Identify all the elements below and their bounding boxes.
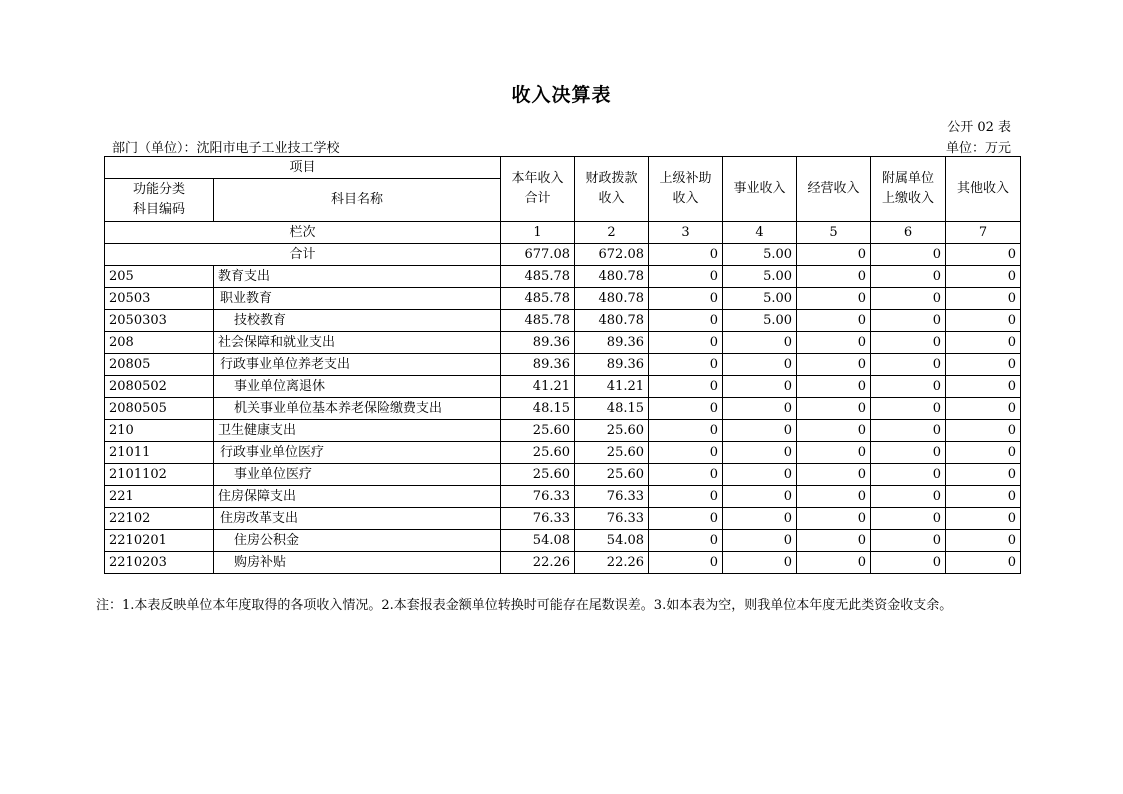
row-value: 0 (946, 552, 1021, 574)
row-value: 41.21 (575, 376, 649, 398)
row-value: 0 (871, 288, 946, 310)
row-value: 0 (723, 552, 797, 574)
row-value: 48.15 (501, 398, 575, 420)
row-value: 0 (723, 530, 797, 552)
row-value: 22.26 (575, 552, 649, 574)
table-row (105, 442, 1021, 464)
row-value: 0 (649, 266, 723, 288)
row-code: 21011 (105, 442, 214, 464)
row-value: 0 (797, 288, 871, 310)
header-col-2 (575, 157, 649, 222)
row-value: 0 (797, 486, 871, 508)
row-value: 0 (871, 398, 946, 420)
row-value: 0 (797, 530, 871, 552)
row-value: 485.78 (501, 310, 575, 332)
col-number: 4 (723, 222, 797, 244)
row-value: 0 (797, 464, 871, 486)
row-subject-name: 住房公积金 (214, 530, 501, 552)
row-value: 0 (797, 552, 871, 574)
row-value: 0 (649, 376, 723, 398)
total-value: 5.00 (723, 244, 797, 266)
row-value: 76.33 (575, 486, 649, 508)
total-value: 677.08 (501, 244, 575, 266)
total-label: 合计 (105, 244, 501, 266)
row-value: 89.36 (501, 332, 575, 354)
col-number: 1 (501, 222, 575, 244)
row-value: 0 (946, 354, 1021, 376)
row-value: 0 (649, 288, 723, 310)
header-item: 项目 (105, 157, 501, 179)
col-number: 3 (649, 222, 723, 244)
row-value: 76.33 (575, 508, 649, 530)
row-value: 25.60 (501, 420, 575, 442)
row-value: 0 (946, 508, 1021, 530)
row-value: 5.00 (723, 288, 797, 310)
row-value: 41.21 (501, 376, 575, 398)
row-value: 0 (649, 530, 723, 552)
row-subject-name: 行政事业单位养老支出 (214, 354, 501, 376)
row-value: 25.60 (575, 464, 649, 486)
row-value: 54.08 (575, 530, 649, 552)
row-value: 0 (946, 288, 1021, 310)
total-value: 0 (649, 244, 723, 266)
row-value: 0 (946, 464, 1021, 486)
table-row (105, 552, 1021, 574)
header-col-7 (946, 157, 1021, 222)
table-row (105, 354, 1021, 376)
row-code: 20503 (105, 288, 214, 310)
header-col-5 (797, 157, 871, 222)
row-code: 205 (105, 266, 214, 288)
row-value: 76.33 (501, 486, 575, 508)
row-value: 0 (871, 442, 946, 464)
header-col-3-line2: 收入 (672, 191, 699, 206)
header-func-code-line1: 功能分类 (132, 182, 185, 197)
header-col-1 (501, 157, 575, 222)
row-value: 0 (649, 354, 723, 376)
header-col-5-line1: 经营收入 (807, 181, 860, 196)
row-subject-name: 住房改革支出 (214, 508, 501, 530)
row-code: 2101102 (105, 464, 214, 486)
row-code: 20805 (105, 354, 214, 376)
table-row (105, 332, 1021, 354)
row-value: 0 (797, 266, 871, 288)
row-subject-name: 社会保障和就业支出 (214, 332, 501, 354)
row-code: 221 (105, 486, 214, 508)
header-col-7-line1: 其他收入 (957, 181, 1010, 196)
row-value: 0 (649, 552, 723, 574)
header-col-4 (723, 157, 797, 222)
table-row (105, 530, 1021, 552)
row-value: 0 (946, 420, 1021, 442)
total-value: 0 (946, 244, 1021, 266)
header-col-1-line2: 合计 (524, 191, 551, 206)
row-value: 0 (723, 376, 797, 398)
row-value: 0 (946, 398, 1021, 420)
row-value: 0 (797, 420, 871, 442)
row-value: 480.78 (575, 288, 649, 310)
row-value: 0 (871, 420, 946, 442)
header-func-code (105, 179, 214, 222)
row-value: 0 (797, 442, 871, 464)
row-code: 2080505 (105, 398, 214, 420)
department-label: 部门（单位）：沈阳市电子工业技工学校 (112, 141, 340, 156)
row-value: 0 (723, 486, 797, 508)
row-value: 0 (946, 266, 1021, 288)
row-subject-name: 卫生健康支出 (214, 420, 501, 442)
form-number: 公开 02 表 (947, 120, 1011, 135)
col-number: 6 (871, 222, 946, 244)
row-value: 0 (649, 486, 723, 508)
row-value: 25.60 (501, 442, 575, 464)
row-subject-name: 机关事业单位基本养老保险缴费支出 (214, 398, 501, 420)
row-value: 0 (946, 310, 1021, 332)
table-row (105, 508, 1021, 530)
row-subject-name: 技校教育 (214, 310, 501, 332)
row-value: 0 (946, 332, 1021, 354)
header-col-3 (649, 157, 723, 222)
row-value: 5.00 (723, 266, 797, 288)
total-value: 0 (797, 244, 871, 266)
row-value: 0 (723, 398, 797, 420)
table-row (105, 420, 1021, 442)
row-value: 89.36 (575, 332, 649, 354)
header-col-2-line1: 财政拨款 (585, 171, 638, 186)
header-col-6-line1: 附属单位 (882, 171, 935, 186)
row-value: 89.36 (575, 354, 649, 376)
row-value: 0 (946, 530, 1021, 552)
report-title: 收入决算表 (511, 84, 612, 106)
row-value: 0 (871, 486, 946, 508)
header-col-6-line2: 上缴收入 (882, 191, 935, 206)
table-row (105, 310, 1021, 332)
row-value: 480.78 (575, 266, 649, 288)
col-number: 2 (575, 222, 649, 244)
row-value: 89.36 (501, 354, 575, 376)
row-value: 0 (871, 464, 946, 486)
row-value: 0 (871, 354, 946, 376)
row-value: 0 (871, 332, 946, 354)
table-row (105, 398, 1021, 420)
row-subject-name: 教育支出 (214, 266, 501, 288)
total-value: 672.08 (575, 244, 649, 266)
row-value: 0 (649, 332, 723, 354)
total-row (105, 244, 1021, 266)
header-col-1-line1: 本年收入 (511, 171, 564, 186)
row-value: 0 (723, 420, 797, 442)
row-value: 485.78 (501, 266, 575, 288)
row-value: 0 (723, 442, 797, 464)
header-col-3-line1: 上级补助 (659, 171, 712, 186)
header-func-code-line2: 科目编码 (132, 202, 185, 217)
unit-label: 单位：万元 (945, 141, 1011, 156)
col-number: 7 (946, 222, 1021, 244)
row-subject-name: 行政事业单位医疗 (214, 442, 501, 464)
row-value: 0 (649, 398, 723, 420)
row-value: 0 (649, 508, 723, 530)
row-value: 0 (946, 376, 1021, 398)
row-value: 0 (649, 310, 723, 332)
row-code: 2050303 (105, 310, 214, 332)
row-value: 54.08 (501, 530, 575, 552)
row-value: 0 (723, 354, 797, 376)
total-value: 0 (871, 244, 946, 266)
income-table (104, 156, 1021, 574)
header-subject-name: 科目名称 (214, 179, 501, 222)
row-value: 0 (797, 508, 871, 530)
row-value: 0 (723, 508, 797, 530)
row-value: 0 (946, 442, 1021, 464)
row-value: 48.15 (575, 398, 649, 420)
row-value: 0 (871, 508, 946, 530)
row-subject-name: 购房补贴 (214, 552, 501, 574)
table-row (105, 464, 1021, 486)
row-value: 0 (723, 464, 797, 486)
col-number: 5 (797, 222, 871, 244)
row-code: 2080502 (105, 376, 214, 398)
row-value: 0 (871, 310, 946, 332)
row-value: 0 (871, 266, 946, 288)
row-value: 0 (797, 398, 871, 420)
row-value: 22.26 (501, 552, 575, 574)
row-subject-name: 职业教育 (214, 288, 501, 310)
row-code: 210 (105, 420, 214, 442)
row-value: 0 (649, 442, 723, 464)
row-value: 25.60 (575, 420, 649, 442)
table-row (105, 288, 1021, 310)
row-value: 0 (797, 310, 871, 332)
row-number-label: 栏次 (105, 222, 501, 244)
row-value: 480.78 (575, 310, 649, 332)
row-value: 5.00 (723, 310, 797, 332)
header-col-2-line2: 收入 (598, 191, 625, 206)
footnote: 注：1.本表反映单位本年度取得的各项收入情况。2.本套报表金额单位转换时可能存在尾数误差。3.如本表为空，则我单位本年度无此类资金收支余。 (96, 598, 953, 613)
row-value: 0 (797, 376, 871, 398)
row-value: 0 (649, 420, 723, 442)
row-subject-name: 住房保障支出 (214, 486, 501, 508)
row-value: 0 (797, 332, 871, 354)
row-value: 0 (649, 464, 723, 486)
header-col-6 (871, 157, 946, 222)
row-code: 208 (105, 332, 214, 354)
row-code: 2210201 (105, 530, 214, 552)
row-value: 0 (723, 332, 797, 354)
table-row (105, 376, 1021, 398)
row-value: 76.33 (501, 508, 575, 530)
row-subject-name: 事业单位离退休 (214, 376, 501, 398)
row-code: 2210203 (105, 552, 214, 574)
row-value: 0 (797, 354, 871, 376)
row-value: 25.60 (501, 464, 575, 486)
table-row (105, 266, 1021, 288)
row-value: 0 (946, 486, 1021, 508)
row-value: 0 (871, 376, 946, 398)
row-subject-name: 事业单位医疗 (214, 464, 501, 486)
table-row (105, 486, 1021, 508)
row-value: 0 (871, 552, 946, 574)
header-col-4-line1: 事业收入 (733, 181, 786, 196)
row-value: 485.78 (501, 288, 575, 310)
row-value: 25.60 (575, 442, 649, 464)
row-value: 0 (871, 530, 946, 552)
row-code: 22102 (105, 508, 214, 530)
